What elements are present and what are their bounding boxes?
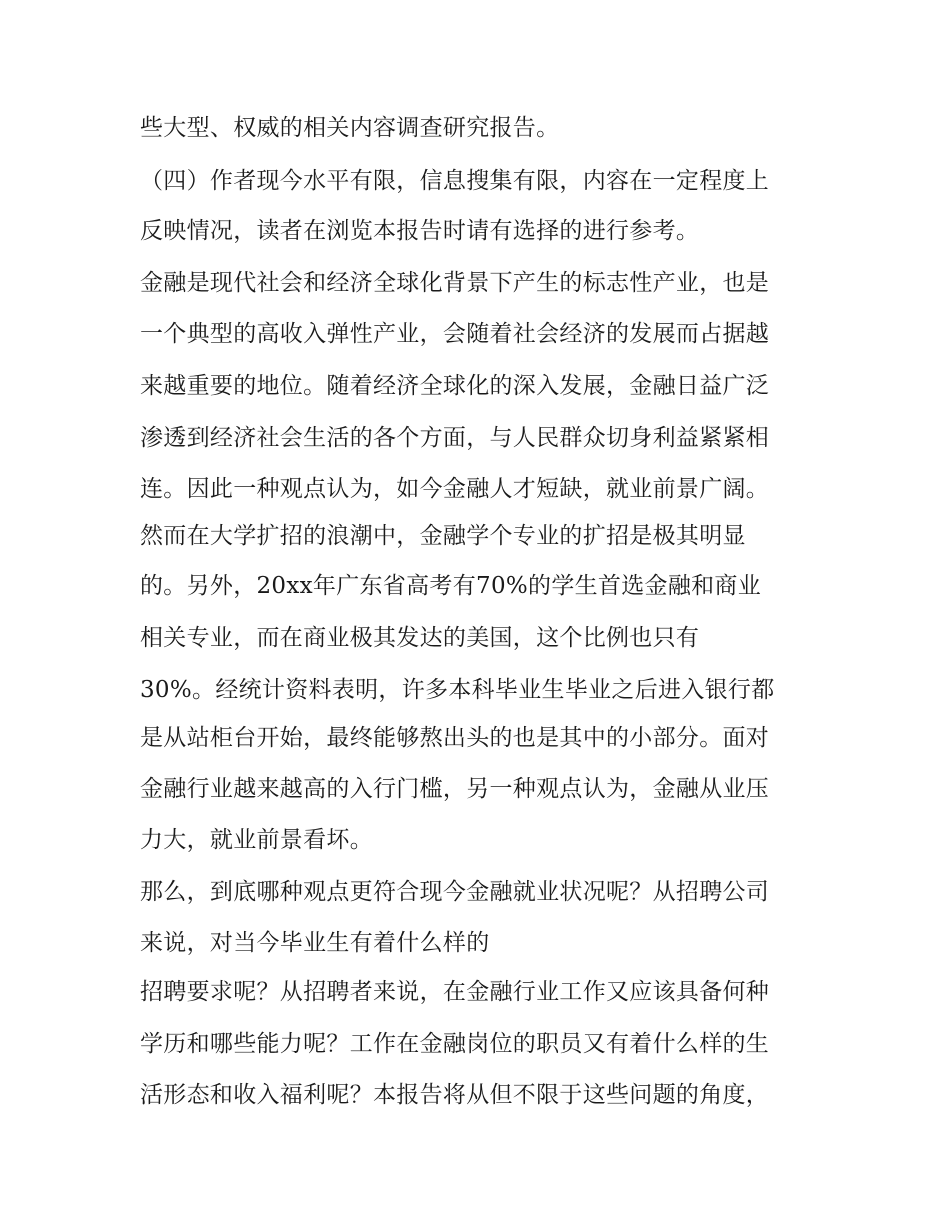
text-line: 力大，就业前景看坏。 (140, 827, 373, 853)
text-line: 连。因此一种观点认为，如今金融人才短缺，就业前景广阔。 (140, 476, 770, 502)
text-line: 反映情况，读者在浏览本报告时请有选择的进行参考。 (140, 218, 700, 244)
text-line: 招聘要求呢？从招聘者来说，在金融行业工作又应该具备何种 (140, 979, 770, 1005)
text-line: （四）作者现今水平有限，信息搜集有限，内容在一定程度上 (140, 168, 770, 194)
text-line: 相关专业，而在商业极其发达的美国，这个比例也只有 (140, 625, 700, 651)
text-line: 学历和哪些能力呢？工作在金融岗位的职员又有着什么样的生 (140, 1031, 770, 1057)
text-line: 一个典型的高收入弹性产业，会随着社会经济的发展而占据越 (140, 321, 770, 347)
text-line: 金融行业越来越高的入行门槛，另一种观点认为，金融从业压 (140, 776, 770, 802)
text-line: 那么，到底哪种观点更符合现今金融就业状况呢？从招聘公司 (140, 879, 770, 905)
text-line: 30%。经统计资料表明，许多本科毕业生毕业之后进入银行都 (140, 677, 775, 703)
text-line: 来说，对当今毕业生有着什么样的 (140, 930, 490, 956)
text-line: 是从站柜台开始，最终能够熬出头的也是其中的小部分。面对 (140, 725, 770, 751)
text-line: 活形态和收入福利呢？本报告将从但不限于这些问题的角度， (140, 1082, 770, 1108)
text-line: 金融是现代社会和经济全球化背景下产生的标志性产业，也是 (140, 270, 770, 296)
text-line: 些大型、权威的相关内容调查研究报告。 (140, 115, 560, 141)
text-line: 来越重要的地位。随着经济全球化的深入发展，金融日益广泛 (140, 373, 770, 399)
text-line: 然而在大学扩招的浪潮中，金融学个专业的扩招是极其明显 (140, 523, 746, 549)
text-line: 渗透到经济社会生活的各个方面，与人民群众切身利益紧紧相 (140, 425, 770, 451)
text-line: 的。另外，20xx年广东省高考有70%的学生首选金融和商业 (140, 573, 762, 599)
